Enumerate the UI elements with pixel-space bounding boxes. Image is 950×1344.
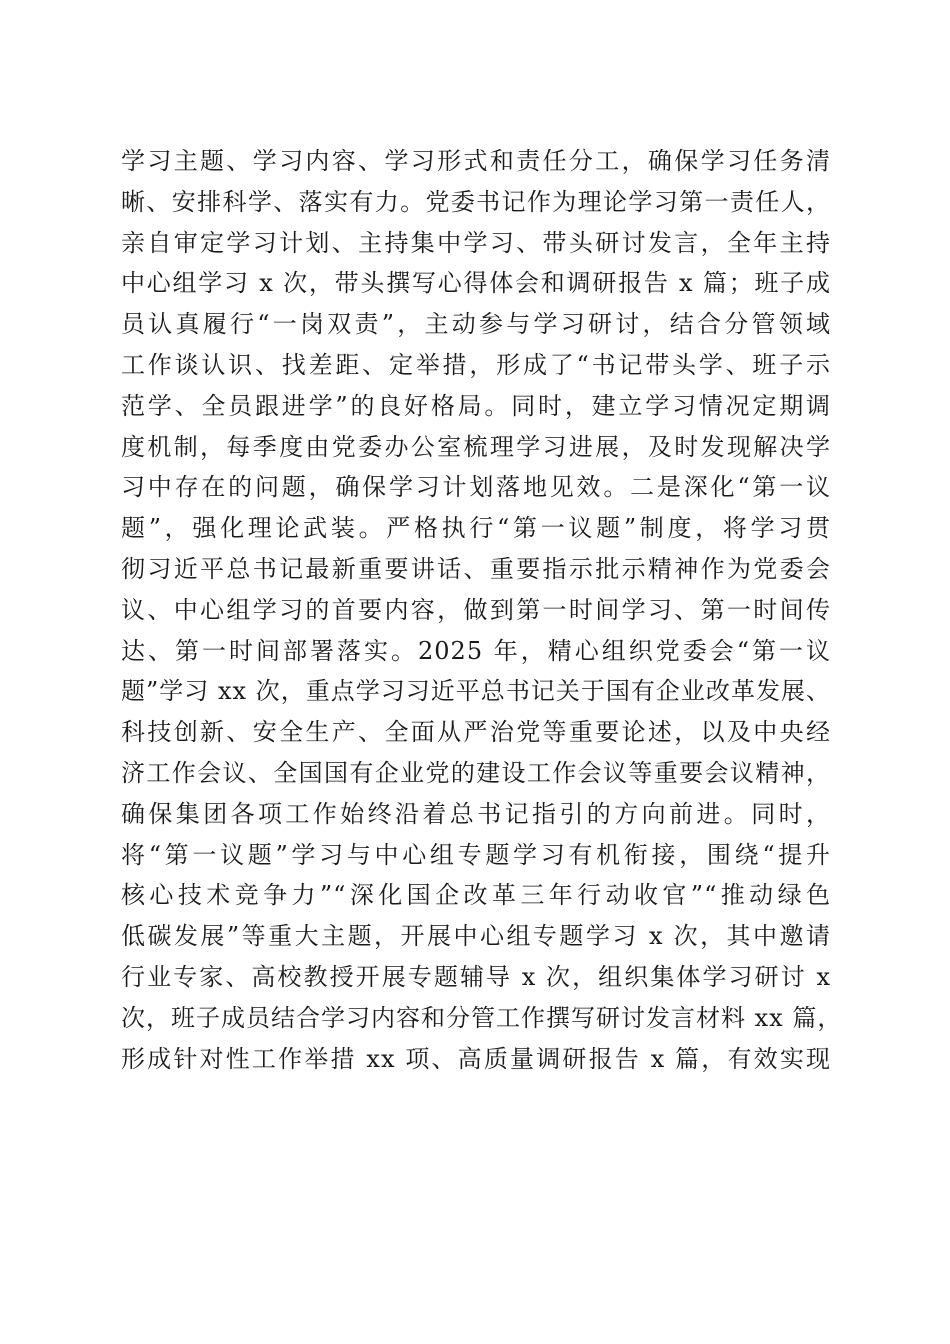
text-line-9: 习中存在的问题，确保学习计划落地见效。二是深化“第一议 [121, 473, 831, 502]
text-line-5: 员认真履行“一岗双责”，主动参与学习研讨，结合分管领域 [121, 310, 831, 339]
text-line-23: 形成针对性工作举措 xx 项、高质量调研报告 x 篇，有效实现 [121, 1044, 831, 1073]
text-line-6: 工作谈认识、找差距、定举措，形成了“书记带头学、班子示 [121, 350, 831, 379]
text-line-20: 低碳发展”等重大主题，开展中心组专题学习 x 次，其中邀请 [121, 922, 831, 951]
text-line-15: 科技创新、安全生产、全面从严治党等重要论述，以及中央经 [121, 718, 831, 747]
text-line-21: 行业专家、高校教授开展专题辅导 x 次，组织集体学习研讨 x [121, 962, 831, 991]
text-line-18: 将“第一议题”学习与中心组专题学习有机衔接，围绕“提升 [121, 840, 831, 869]
text-line-19: 核心技术竞争力”“深化国企改革三年行动收官”“推动绿色 [121, 881, 831, 910]
text-line-3: 亲自审定学习计划、主持集中学习、带头研讨发言，全年主持 [121, 228, 831, 257]
text-line-17: 确保集团各项工作始终沿着总书记指引的方向前进。同时， [121, 799, 831, 828]
text-line-2: 晰、安排科学、落实有力。党委书记作为理论学习第一责任人， [121, 187, 831, 216]
text-line-10: 题”，强化理论武装。严格执行“第一议题”制度，将学习贯 [121, 514, 831, 543]
text-line-1: 学习主题、学习内容、学习形式和责任分工，确保学习任务清 [121, 147, 831, 175]
body-text [121, 141, 843, 1079]
text-line-4: 中心组学习 x 次，带头撰写心得体会和调研报告 x 篇；班子成 [121, 269, 831, 298]
text-line-13: 达、第一时间部署落实。2025 年，精心组织党委会“第一议 [121, 636, 831, 665]
text-line-22: 次，班子成员结合学习内容和分管工作撰写研讨发言材料 xx 篇， [121, 1003, 843, 1032]
text-line-11: 彻习近平总书记最新重要讲话、重要指示批示精神作为党委会 [121, 554, 831, 583]
text-line-12: 议、中心组学习的首要内容，做到第一时间学习、第一时间传 [121, 595, 831, 624]
text-line-8: 度机制，每季度由党委办公室梳理学习进展，及时发现解决学 [121, 432, 831, 461]
text-line-16: 济工作会议、全国国有企业党的建设工作会议等重要会议精神， [121, 758, 831, 787]
text-line-14: 题”学习 xx 次，重点学习习近平总书记关于国有企业改革发展、 [121, 677, 831, 706]
text-line-7: 范学、全员跟进学”的良好格局。同时，建立学习情况定期调 [121, 391, 831, 420]
